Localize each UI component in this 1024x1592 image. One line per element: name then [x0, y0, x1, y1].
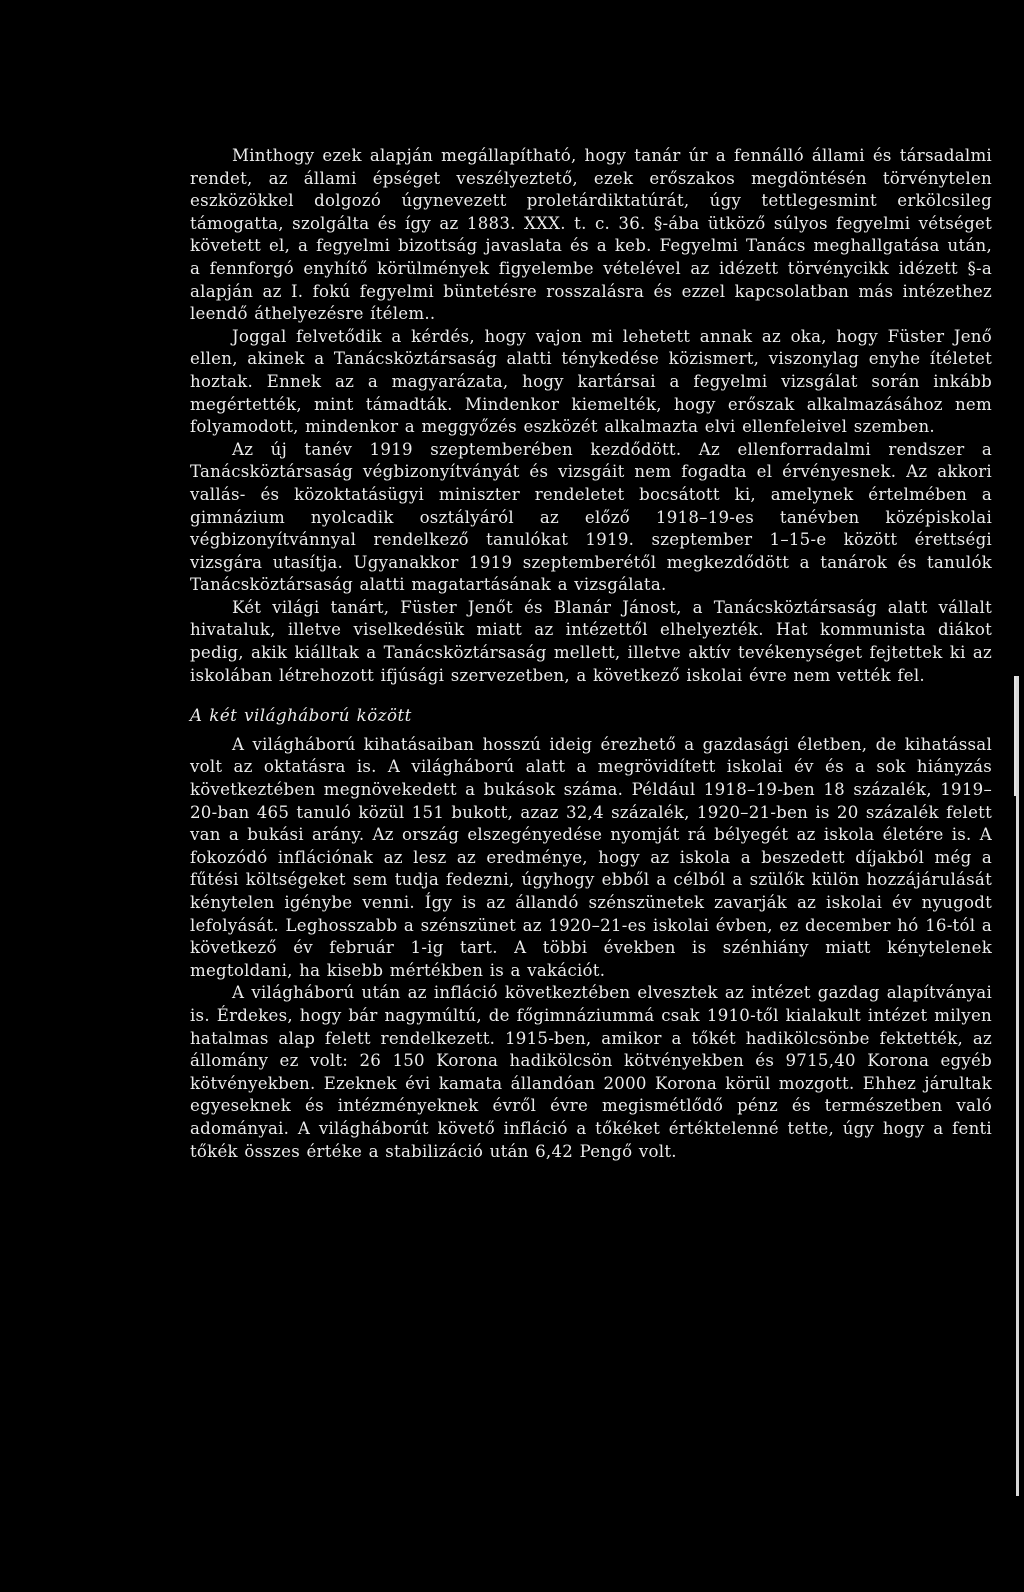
section-heading: A két világháború között	[190, 706, 412, 726]
paragraph: Két világi tanárt, Füster Jenőt és Blanár Jánost, a Tanácsköztársaság alatt vállalt hivataluk, illetve viselkedésük miatt az intézettől elhelyezték. Hat kommunista diákot pedig, akik kiálltak a Tanácsköztársaság mellett, illetve aktív tevékenységet fejtettek ki az iskolában létrehozott ifjúsági szervezetben, a következő iskolai évre nem vették fel.	[190, 597, 992, 685]
paragraph: Minthogy ezek alapján megállapítható, hogy tanár úr a fennálló állami és társadalmi rendet, az állami épséget veszélyeztető, ezek erőszakos megdöntésén törvénytelen eszközökkel dolgozó úgynevezett proletárdiktatúrát, úgy tettlegesmint erkölcsileg támogatta, szolgálta és így az 1883. XXX. t. c. 36. §-ába ütköző súlyos fegyelmi vétséget követett el, a fegyelmi bizottság javaslata és a keb. Fegyelmi Tanács meghallgatása után, a fennforgó enyhítő körülmények figyelembe vételével az idézett törvénycikk idézett §-a alapján az I. fokú fegyelmi büntetésre rosszalásra és ezzel kapcsolatban más intézethez leendő áthelyezésre ítélem..	[190, 146, 992, 324]
paragraph: A világháború után az infláció következtében elvesztek az intézet gazdag alapítványai is. Érdekes, hogy bár nagymúltú, de főgimnáziummá csak 1910-től kialakult intézet milyen hatalmas alap felett rendelkezett. 1915-ben, amikor a tőkét hadikölcsönbe fektették, az állomány ez volt: 26 150 Korona hadikölcsön kötvényekben és 9715,40 Korona egyéb kötvényekben. Ezeknek évi kamata állandóan 2000 Korona körül mozgott. Ehhez járultak egyeseknek és intézményeknek évről évre megismétlődő pénz és természetben való adományai. A világháborút követő infláció a tőkéket értéktelenné tette, úgy hogy a fenti tőkék összes értéke a stabilizáció után 6,42 Pengő volt.	[190, 983, 992, 1161]
paragraph: A világháború kihatásaiban hosszú ideig érezhető a gazdasági életben, de kihatással volt az oktatásra is. A világháború alatt a megrövidített iskolai év és a sok hiányzás következtében megnövekedett a bukások száma. Például 1918–19-ben 18 százalék, 1919–20-ban 465 tanuló közül 151 bukott, azaz 32,4 százalék, 1920–21-ben is 20 százalék felett van a bukási arány. Az ország elszegényedése nyomját rá bélyegét az iskola életére is. A fokozódó inflációnak az lesz az eredménye, hogy az iskola a beszedett díjakból még a fűtési költségeket sem tudja fedezni, úgyhogy ebből a célból a szülők külön hozzájárulását kénytelen igénybe venni. Így is az állandó szénszünetek zavarják az iskolai év nyugodt lefolyását. Leghosszabb a szénszünet az 1920–21-es iskolai évben, ez december hó 16-tól a következő év február 1-ig tart. A többi években is szénhiány miatt kénytelenek megtoldani, ha kisebb mértékben is a vakációt.	[190, 734, 992, 980]
paragraph: Joggal felvetődik a kérdés, hogy vajon mi lehetett annak az oka, hogy Füster Jenő ellen, akinek a Tanácsköztársaság alatti ténykedése közismert, viszonylag enyhe ítéletet hoztak. Ennek az a magyarázata, hogy kartársai a fegyelmi vizsgálat során inkább megértették, mint támadták. Mindenkor kiemelték, hogy erőszak alkalmazásához nem folyamodott, mindenkor a meggyőzés eszközét alkalmazta elvi ellenfeleivel szemben.	[190, 326, 992, 437]
page-edge-line	[1016, 676, 1019, 1496]
paragraph: Az új tanév 1919 szeptemberében kezdődött. Az ellenforradalmi rendszer a Tanácsköztársaság végbizonyítványát és vizsgáit nem fogadta el érvényesnek. Az akkori vallás- és közoktatásügyi miniszter rendeletet bocsátott ki, amelynek értelmében a gimnázium nyolcadik osztályáról az előző 1918–19-es tanévben középiskolai végbizonyítvánnyal rendelkező tanulókat 1919. szeptember 1–15-e között érettségi vizsgára utasítja. Ugyanakkor 1919 szeptemberétől megkezdődött a tanárok és tanulók Tanácsköztársaság alatti magatartásának a vizsgálata.	[190, 439, 992, 595]
body-text-top	[190, 145, 992, 1163]
